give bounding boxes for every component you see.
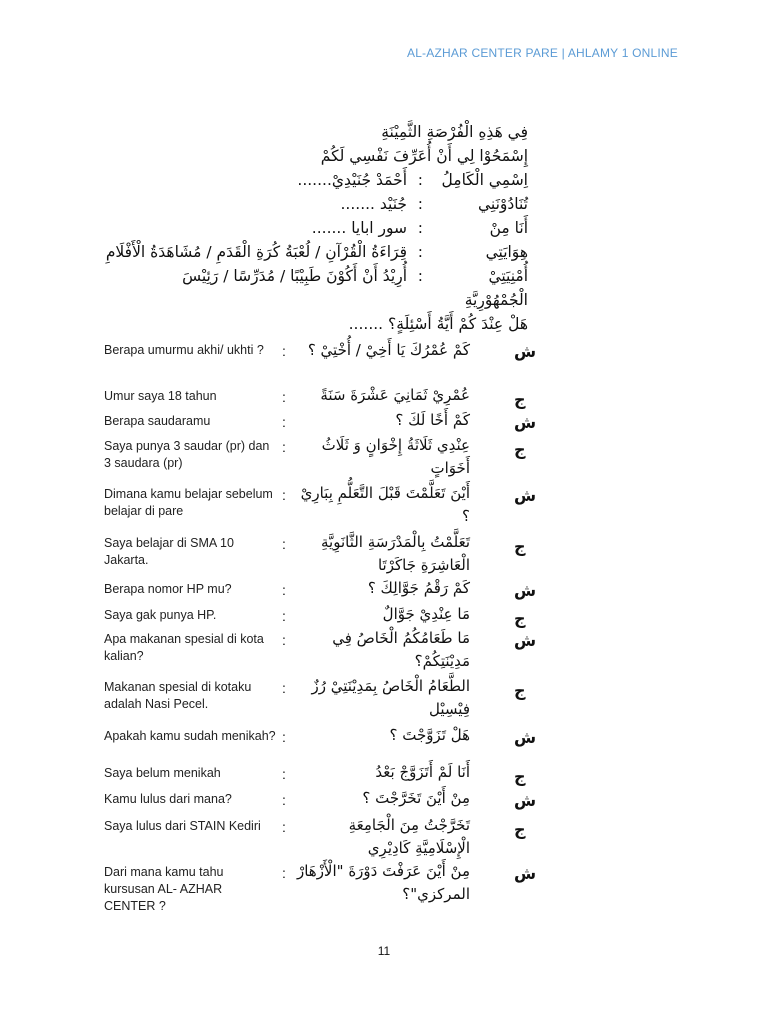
arabic-text: كَمْ رَقْمُ جَوَّالِكَ ؟: [367, 579, 470, 597]
speaker-marker: ش: [514, 864, 537, 883]
arabic-text: عِنْدِي ثَلَاثَةُ إِخْوَانٍ وَ ثَلَاثُ أَخَوَاتٍ: [321, 436, 470, 477]
intro-key: اِسْمِي الْكَامِلُ: [441, 171, 528, 189]
intro-key: أُمْنِيَتِيْ: [488, 267, 528, 285]
intro-colon: :: [417, 171, 423, 189]
intro-line-continued: الْجُمْهُوْرِيَّةِ: [464, 291, 528, 309]
indonesian-text: Berapa saudaramu: [104, 414, 211, 428]
speaker-marker: ش: [514, 413, 537, 432]
speaker-marker: ش: [514, 486, 537, 505]
speaker-marker: ج: [514, 537, 526, 556]
arabic-text: تَعَلَّمْتُ بِالْمَدْرَسَةِ الثَّانَوِيَّةِ الْعَاشِرَةِ جَاكَرْتَا: [320, 533, 470, 574]
arabic-text: تَخَرَّجْتُ مِنَ الْجَامِعَةِ الْإِسْلَامِيَّةِ كَادِيْرِي: [348, 816, 470, 857]
indonesian-text: Dimana kamu belajar sebelum belajar di pare: [104, 487, 273, 518]
indonesian-text: Dari mana kamu tahu kursusan AL- AZHAR CENTER ?: [104, 865, 224, 913]
indonesian-text: Makanan spesial di kotaku adalah Nasi Pecel.: [104, 680, 252, 711]
separator-colon: :: [282, 487, 286, 503]
separator-colon: :: [282, 632, 286, 648]
indonesian-text: Kamu lulus dari mana?: [104, 792, 232, 806]
indonesian-text: Saya belajar di SMA 10 Jakarta.: [104, 536, 234, 567]
separator-colon: :: [282, 389, 286, 405]
intro-key: تُنَادُوْنَنِي: [477, 195, 528, 213]
separator-colon: :: [282, 414, 286, 430]
arabic-text: مِنْ أَيْنَ تَخَرَّجْتَ ؟: [362, 789, 470, 807]
intro-colon: :: [417, 195, 423, 213]
separator-colon: :: [282, 439, 286, 455]
arabic-text: أَيْنَ تَعَلَّمْتَ قَبْلَ التَّعَلُّمِ بِبَارِيْ ؟: [300, 484, 470, 525]
indonesian-text: Apakah kamu sudah menikah?: [104, 729, 276, 743]
speaker-marker: ش: [514, 791, 537, 810]
speaker-marker: ش: [514, 581, 537, 600]
separator-colon: :: [282, 792, 286, 808]
intro-value: قِرَاءَةُ الْقُرْآنِ / لُعْبَةُ كُرَةِ الْقَدَمِ / مُشَاهَدَةُ الْأَفْلَامِ: [105, 243, 407, 261]
arabic-text: مِنْ أَيْنَ عَرَفْتَ دَوْرَةَ "الْأَزْهَارْ المركزي"؟: [296, 862, 470, 903]
intro-line-2: إِسْمَحُوْا لِي أَنْ أُعَرِّفَ نَفْسِي لَكُمْ: [320, 147, 528, 165]
separator-colon: :: [282, 343, 286, 359]
speaker-marker: ش: [514, 342, 537, 361]
page-number: 11: [377, 944, 391, 958]
page-header: AL-AZHAR CENTER PARE | AHLAMY 1 ONLINE: [406, 46, 678, 60]
indonesian-text: Saya punya 3 saudar (pr) dan 3 saudara (pr): [104, 439, 270, 470]
separator-colon: :: [282, 608, 286, 624]
intro-value: أَحْمَدْ جُنَيْدِيْ.......: [297, 171, 407, 189]
arabic-text: أَنَا لَمْ أَتَزَوَّجْ بَعْدُ: [375, 763, 470, 781]
intro-value: جُنَيْد .......: [340, 195, 407, 213]
speaker-marker: ج: [514, 390, 526, 409]
indonesian-text: Saya lulus dari STAIN Kediri: [104, 819, 261, 833]
intro-line-1: فِي هَذِهِ الْفُرْصَةِ الثَّمِيْنَةِ: [381, 123, 528, 141]
arabic-text: مَا طَعَامُكُمُ الْخَاصُ فِي مَدِيْنَتِكُمْ؟: [332, 629, 470, 670]
intro-key: هِوَايَتِي: [485, 243, 528, 261]
separator-colon: :: [282, 819, 286, 835]
intro-colon: :: [417, 219, 423, 237]
speaker-marker: ش: [514, 728, 537, 747]
separator-colon: :: [282, 536, 286, 552]
separator-colon: :: [282, 865, 286, 881]
separator-colon: :: [282, 680, 286, 696]
speaker-marker: ش: [514, 631, 537, 650]
indonesian-text: Umur saya 18 tahun: [104, 389, 217, 403]
speaker-marker: ج: [514, 681, 526, 700]
intro-colon: :: [417, 267, 423, 285]
arabic-text: هَلْ تَزَوَّجْتَ ؟: [389, 726, 470, 744]
intro-line-question: هَلْ عِنْدَ كُمْ أَيَّةُ أَسْئِلَةٍ؟ .......: [348, 315, 528, 333]
arabic-text: مَا عِنْدِيْ جَوَّالٌ: [382, 605, 470, 623]
indonesian-text: Berapa nomor HP mu?: [104, 582, 232, 596]
intro-colon: :: [417, 243, 423, 261]
speaker-marker: ج: [514, 767, 526, 786]
separator-colon: :: [282, 766, 286, 782]
separator-colon: :: [282, 582, 286, 598]
indonesian-text: Berapa umurmu akhi/ ukhti ?: [104, 343, 264, 357]
arabic-text: عُمْرِيْ ثَمَانِيَ عَشْرَةَ سَنَةً: [320, 386, 470, 404]
intro-value: سور ابايا .......: [311, 219, 407, 237]
intro-key: أَنَا مِنْ: [489, 219, 528, 237]
intro-value: أُرِيْدُ أَنْ أَكُوْنَ طَبِيْبًا / مُدَرِّسًا / رَئِيْسَ: [182, 267, 407, 285]
speaker-marker: ج: [514, 820, 526, 839]
arabic-text: كَمْ عُمْرُكَ يَا أَخِيْ / أُخْتِيْ ؟: [307, 341, 470, 359]
separator-colon: :: [282, 729, 286, 745]
indonesian-text: Apa makanan spesial di kota kalian?: [104, 632, 264, 663]
arabic-text: الطَّعَامُ الْخَاصُ بِمَدِيْنَتِيْ رُزٌ فِيْسِيْل: [311, 677, 470, 718]
speaker-marker: ج: [514, 440, 526, 459]
indonesian-text: Saya belum menikah: [104, 766, 221, 780]
speaker-marker: ج: [514, 609, 526, 628]
arabic-text: كَمْ أَخًا لَكَ ؟: [395, 411, 470, 429]
indonesian-text: Saya gak punya HP.: [104, 608, 217, 622]
